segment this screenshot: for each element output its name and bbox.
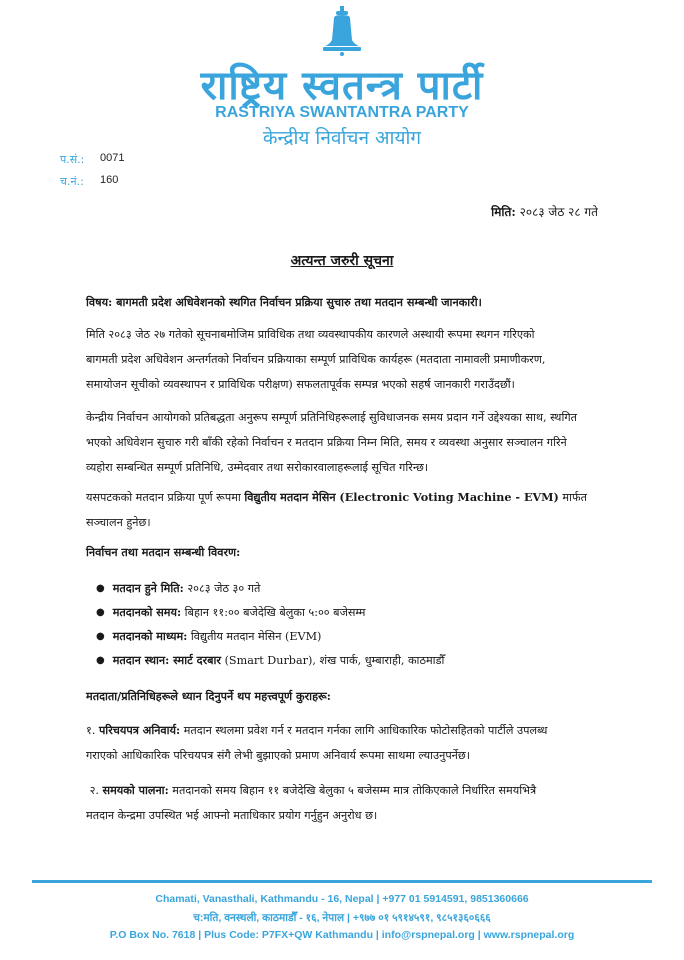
footer-address-nepali: च:मति, वनस्थली, काठमाडौँ - १६, नेपाल | +९७७ ०१ ५९१४५९१, ९८५१३६०६६६ <box>193 912 491 924</box>
subject-line: विषय: बागमती प्रदेश अधिवेशनको स्थगित निर्वाचन प्रक्रिया सुचारु तथा मतदान सम्बन्धी जानकारी। <box>86 295 482 309</box>
details-list <box>96 576 444 672</box>
note-2-line <box>86 778 606 803</box>
reference-number-label: प.सं.: <box>60 153 85 166</box>
dispatch-number <box>60 174 119 189</box>
commission-name: केन्द्रीय निर्वाचन आयोग <box>262 127 422 149</box>
detail-value: (Smart Durbar), शंख पार्क, धुम्बाराही, काठमाडौँ <box>221 654 445 667</box>
list-item <box>96 624 444 648</box>
note-number: १. <box>86 724 99 737</box>
paragraph-3-line <box>86 485 606 510</box>
detail-label: मतदानको माध्यम: <box>112 629 188 643</box>
note-1-line: गराएको आधिकारिक परिचयपत्र संगै लेभी बुझाएको प्रमाण अनिवार्य रूपमा साथमा ल्याउनुपर्नेछ। <box>86 749 470 762</box>
detail-label: मतदान स्थान: स्मार्ट दरबार <box>112 653 222 667</box>
note-2-line: मतदान केन्द्रमा उपस्थित भई आफ्नो मताधिकार प्रयोग गर्नुहुन अनुरोध छ। <box>86 809 378 822</box>
note-label: परिचयपत्र अनिवार्य: <box>98 723 181 737</box>
detail-label: मतदानको समय: <box>112 605 182 619</box>
details-heading: निर्वाचन तथा मतदान सम्बन्धी विवरण: <box>86 545 241 559</box>
date-value: २०८३ जेठ २८ गते <box>519 205 598 219</box>
evm-outro: मार्फत <box>558 491 587 504</box>
detail-value: विद्युतीय मतदान मेसिन (EVM) <box>187 630 322 643</box>
reference-number <box>60 152 125 167</box>
list-item <box>96 600 444 624</box>
dispatch-number-label: च.नं.: <box>60 175 84 188</box>
note-label: समयको पालना: <box>102 783 169 797</box>
note-text: मतदानको समय बिहान ११ बजेदेखि बेलुका ५ बजेसम्म मात्र तोकिएकाले निर्धारित समयभित्रै <box>168 784 537 797</box>
party-name-english: RASTRIYA SWANTANTRA PARTY <box>215 104 469 121</box>
note-text: मतदान स्थलमा प्रवेश गर्न र मतदान गर्नका लागि आधिकारिक फोटोसहितको पार्टीले उपलब्ध <box>180 724 548 737</box>
paragraph-2-line: केन्द्रीय निर्वाचन आयोगको प्रतिबद्धता अनुरूप सम्पूर्ण प्रतिनिधिहरूलाई सुविधाजनक समय प्रदान गर्ने उद्देश्यका साथ, स्थगित <box>86 411 578 424</box>
party-name-nepali: राष्ट्रिय स्वतन्त्र पार्टी <box>200 63 484 109</box>
paragraph-1-line: बागमती प्रदेश अधिवेशन अन्तर्गतको निर्वाचन प्रक्रियाका सम्पूर्ण प्राविधिक कार्यहरू (मतदाता नामावली प्रमाणीकरण, <box>86 353 546 366</box>
evm-emphasis: विद्युतीय मतदान मेसिन (Electronic Voting Machine - EVM) <box>244 490 559 504</box>
detail-value: २०८३ जेठ ३० गते <box>183 582 261 595</box>
list-item <box>96 648 444 672</box>
party-bell-logo <box>321 6 363 56</box>
paragraph-1-line: समायोजन सूचीको व्यवस्थापन र प्राविधिक परीक्षण) सफलतापूर्वक सम्पन्न भएको सहर्ष जानकारी गराउँदछौं। <box>86 378 515 391</box>
paragraph-1 <box>86 322 606 397</box>
reference-number-value: 0071 <box>100 152 125 164</box>
list-item <box>96 576 444 600</box>
paragraph-2 <box>86 405 606 480</box>
paragraph-3 <box>86 485 606 535</box>
notice-date <box>491 203 598 220</box>
paragraph-2-line: भएको अधिवेशन सुचारु गरी बाँकी रहेको निर्वाचन र मतदान प्रक्रिया निम्न मिति, समय र व्यवस्था अनुसार सञ्चालन गरिने <box>86 436 567 449</box>
footer-contact: P.O Box No. 7618 | Plus Code: P7FX+QW Kathmandu | info@rspnepal.org | www.rspnepal.org <box>109 929 575 941</box>
paragraph-2-line: व्यहोरा सम्बन्धित सम्पूर्ण प्रतिनिधि, उम्मेदवार तथा सरोकारवालाहरूलाई सूचित गरिन्छ। <box>86 461 429 474</box>
footer-address-english: Chamati, Vanasthali, Kathmandu - 16, Nepal | +977 01 5914591, 9851360666 <box>155 893 529 905</box>
footer-divider <box>32 880 652 883</box>
evm-intro: यसपटकको मतदान प्रक्रिया पूर्ण रूपमा <box>86 491 245 504</box>
date-label: मिति: <box>491 205 516 219</box>
note-1-line <box>86 718 606 743</box>
dispatch-number-value: 160 <box>100 174 119 186</box>
notice-heading: अत्यन्त जरुरी सूचना <box>290 253 394 269</box>
detail-value: बिहान ११:०० बजेदेखि बेलुका ५:०० बजेसम्म <box>181 606 366 619</box>
note-1 <box>86 718 606 768</box>
notes-heading: मतदाता/प्रतिनिधिहरूले ध्यान दिनुपर्ने थप महत्त्वपूर्ण कुराहरू: <box>86 689 331 703</box>
detail-label: मतदान हुने मिति: <box>112 581 184 595</box>
note-number: २. <box>89 784 103 797</box>
paragraph-3-line: सञ्चालन हुनेछ। <box>86 516 151 529</box>
paragraph-1-line: मिति २०८३ जेठ २७ गतेको सूचनाबमोजिम प्राविधिक तथा व्यवस्थापकीय कारणले अस्थायी रूपमा स्थगन गरिएको <box>86 328 535 341</box>
note-2 <box>86 778 606 828</box>
